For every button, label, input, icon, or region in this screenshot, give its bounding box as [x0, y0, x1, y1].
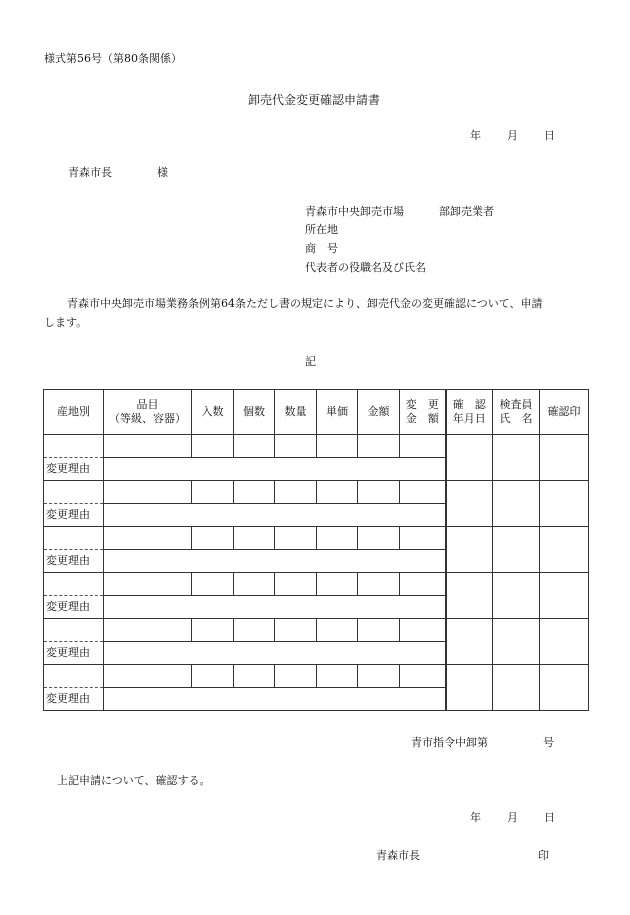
entry-cell[interactable]: [400, 481, 446, 504]
entry-cell[interactable]: [317, 573, 358, 596]
inspector-cell[interactable]: [493, 573, 540, 619]
table-row: [44, 665, 589, 688]
confirm-seal-cell[interactable]: [540, 435, 589, 481]
entry-cell[interactable]: [358, 619, 400, 642]
table-row: [44, 619, 589, 642]
table-row: [44, 573, 589, 596]
mayor-title: 青森市長: [376, 849, 420, 862]
entry-cell[interactable]: [317, 619, 358, 642]
confirm-seal-cell[interactable]: [540, 527, 589, 573]
reason-field[interactable]: [104, 596, 446, 619]
entry-cell[interactable]: [234, 573, 275, 596]
header-confirm-date: 確 認 年月日: [446, 390, 493, 435]
reference-suffix: 号: [543, 736, 554, 749]
entry-cell[interactable]: [400, 619, 446, 642]
entry-cell[interactable]: [192, 573, 234, 596]
body-line-2: します。: [44, 316, 88, 329]
header-count-per: 入数: [192, 390, 234, 435]
entry-cell[interactable]: [275, 573, 317, 596]
entry-cell[interactable]: [44, 619, 104, 642]
reason-field[interactable]: [104, 688, 446, 711]
entry-cell[interactable]: [192, 481, 234, 504]
confirm-seal-cell[interactable]: [540, 481, 589, 527]
representative-label: 代表者の役職名及び氏名: [305, 261, 426, 274]
entry-cell[interactable]: [192, 619, 234, 642]
entry-cell[interactable]: [44, 665, 104, 688]
reason-field[interactable]: [104, 550, 446, 573]
reference-prefix: 青市指令中卸第: [411, 736, 488, 749]
date-day-label: 日: [544, 129, 555, 142]
entry-cell[interactable]: [400, 527, 446, 550]
inspector-cell[interactable]: [493, 619, 540, 665]
addressee-name: 青森市長: [68, 166, 112, 179]
table-row: [44, 481, 589, 504]
entry-cell[interactable]: [358, 481, 400, 504]
confirm-date-cell[interactable]: [446, 481, 493, 527]
price-change-table: [43, 389, 589, 711]
entry-cell[interactable]: [234, 619, 275, 642]
address-label: 所在地: [305, 223, 338, 236]
entry-cell[interactable]: [192, 435, 234, 458]
confirmation-date: [470, 812, 555, 823]
trade-name-label: 商 号: [305, 242, 338, 255]
form-number: 様式第56号（第80条関係）: [44, 52, 182, 65]
entry-cell[interactable]: [317, 435, 358, 458]
entry-cell[interactable]: [358, 573, 400, 596]
entry-cell[interactable]: [44, 527, 104, 550]
header-confirm-seal: 確認印: [540, 390, 589, 435]
entry-cell[interactable]: [104, 573, 192, 596]
entry-cell[interactable]: [400, 435, 446, 458]
entry-cell[interactable]: [234, 665, 275, 688]
confirm-date-cell[interactable]: [446, 573, 493, 619]
reason-label: 変更理由: [44, 550, 104, 573]
reference-number: [411, 737, 554, 748]
confirm-seal-cell[interactable]: [540, 619, 589, 665]
entry-cell[interactable]: [44, 435, 104, 458]
confirm-seal-cell[interactable]: [540, 665, 589, 711]
inspector-cell[interactable]: [493, 527, 540, 573]
date-month-label: 月: [507, 129, 518, 142]
entry-cell[interactable]: [358, 435, 400, 458]
reason-label: 変更理由: [44, 458, 104, 481]
header-inspector: 検査員 氏 名: [493, 390, 540, 435]
header-item: 品目 （等級、容器）: [104, 390, 192, 435]
entry-cell[interactable]: [234, 435, 275, 458]
entry-cell[interactable]: [317, 481, 358, 504]
entry-cell[interactable]: [104, 435, 192, 458]
header-changed-amount: 変 更 金 額: [400, 390, 446, 435]
entry-cell[interactable]: [400, 573, 446, 596]
reason-label: 変更理由: [44, 504, 104, 527]
confirm-date-cell[interactable]: [446, 619, 493, 665]
confirm-day-label: 日: [544, 811, 555, 824]
entry-cell[interactable]: [44, 573, 104, 596]
confirm-date-cell[interactable]: [446, 665, 493, 711]
page-title: 卸売代金変更確認申請書: [248, 93, 381, 107]
market-name: 青森市中央卸売市場: [305, 205, 404, 218]
ki-heading: 記: [305, 355, 316, 368]
seal-mark: 印: [538, 849, 549, 862]
entry-cell[interactable]: [234, 481, 275, 504]
entry-cell[interactable]: [275, 527, 317, 550]
entry-cell[interactable]: [275, 435, 317, 458]
table-header-row: [44, 390, 589, 435]
addressee: [68, 167, 168, 178]
table-row: [44, 435, 589, 458]
body-line-1: 青森市中央卸売市場業務条例第64条ただし書の規定により、卸売代金の変更確認について、申請: [67, 297, 543, 310]
date-year-label: 年: [470, 129, 481, 142]
inspector-cell[interactable]: [493, 481, 540, 527]
confirmation-text: 上記申請について、確認する。: [57, 774, 211, 787]
header-unit-price: 単価: [317, 390, 358, 435]
header-origin: 産地別: [44, 390, 104, 435]
entry-cell[interactable]: [275, 619, 317, 642]
entry-cell[interactable]: [192, 527, 234, 550]
reason-field[interactable]: [104, 642, 446, 665]
entry-cell[interactable]: [234, 527, 275, 550]
entry-cell[interactable]: [104, 527, 192, 550]
entry-cell[interactable]: [317, 527, 358, 550]
entry-cell[interactable]: [317, 665, 358, 688]
confirm-date-cell[interactable]: [446, 527, 493, 573]
reason-field[interactable]: [104, 504, 446, 527]
entry-cell[interactable]: [104, 619, 192, 642]
entry-cell[interactable]: [104, 481, 192, 504]
table-row: [44, 527, 589, 550]
entry-cell[interactable]: [104, 665, 192, 688]
confirm-month-label: 月: [507, 811, 518, 824]
header-pieces: 個数: [234, 390, 275, 435]
confirm-date-cell[interactable]: [446, 435, 493, 481]
reason-label: 変更理由: [44, 642, 104, 665]
reason-label: 変更理由: [44, 688, 104, 711]
confirm-year-label: 年: [470, 811, 481, 824]
reason-field[interactable]: [104, 458, 446, 481]
inspector-cell[interactable]: [493, 435, 540, 481]
addressee-suffix: 様: [157, 166, 168, 179]
entry-cell[interactable]: [400, 665, 446, 688]
header-amount: 金額: [358, 390, 400, 435]
header-quantity: 数量: [275, 390, 317, 435]
entry-cell[interactable]: [358, 665, 400, 688]
applicant-market: [305, 206, 494, 217]
entry-cell[interactable]: [192, 665, 234, 688]
confirm-seal-cell[interactable]: [540, 573, 589, 619]
entry-cell[interactable]: [44, 481, 104, 504]
entry-cell[interactable]: [275, 481, 317, 504]
entry-cell[interactable]: [358, 527, 400, 550]
application-date: [470, 130, 555, 141]
inspector-cell[interactable]: [493, 665, 540, 711]
reason-label: 変更理由: [44, 596, 104, 619]
market-role: 部卸売業者: [439, 205, 494, 218]
mayor-signature-line: [376, 850, 549, 861]
entry-cell[interactable]: [275, 665, 317, 688]
